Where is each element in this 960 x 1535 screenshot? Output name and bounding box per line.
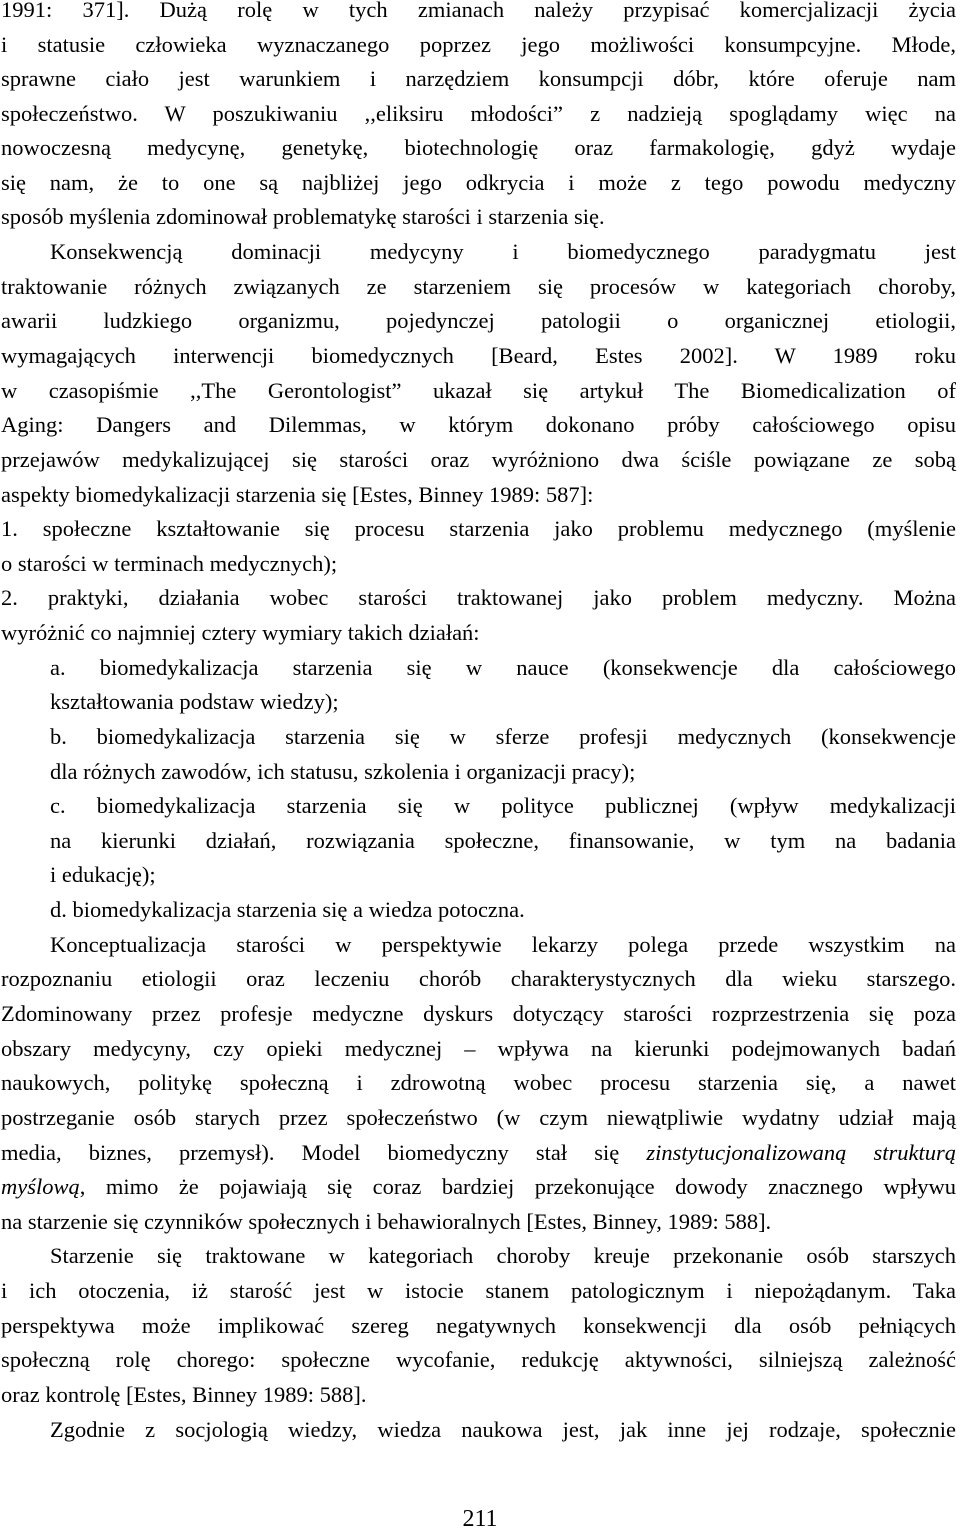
text-line: rozpoznaniu etiologii oraz leczeniu chorób charakterystycznych dla wieku starszego. — [1, 966, 956, 991]
text-line: perspektywa może implikować szereg negatywnych konsekwencji dla osób pełniących — [1, 1312, 956, 1338]
text-line: w czasopiśmie ,,The Gerontologist” ukazał się artykuł The Biomedicalization of — [1, 377, 956, 403]
text-line: i ich otoczenia, iż starość jest w istocie stanem patologicznym i niepożądanym. Taka — [1, 1278, 956, 1303]
sublist-item-c: c. biomedykalizacja starzenia się w polityce publicznej (wpływ medykalizacji — [50, 793, 956, 818]
text-line: postrzeganie osób starych przez społeczeństwo (w czym niewątpliwie wydatny udział mają — [1, 1105, 956, 1130]
sublist-item-b: b. biomedykalizacja starzenia się w sferze profesji medycznych (konsekwencje — [50, 724, 956, 749]
sublist-item-c-continued: i edukację); — [50, 862, 156, 887]
text-line: awarii ludzkiego organizmu, pojedynczej patologii o organicznej etiologii, — [1, 308, 956, 333]
text-line: Starzenie się traktowane w kategoriach choroby kreuje przekonanie osób starszych — [50, 1243, 956, 1268]
sublist-item-c-continued: na kierunki działań, rozwiązania społeczne, finansowanie, w tym na badania — [50, 827, 956, 853]
italic-phrase: myślową — [1, 1174, 80, 1199]
text-line — [1, 1170, 956, 1205]
text-line: 1991: 371]. Dużą rolę w tych zmianach należy przypisać komercjalizacji życia — [1, 0, 956, 22]
text-line: przejawów medykalizującej się starości oraz wyróżniono dwa ściśle powiązane ze sobą — [1, 447, 956, 472]
text-line: Konsekwencją dominacji medycyny i biomedycznego paradygmatu jest — [50, 239, 956, 264]
text-line: i statusie człowieka wyznaczanego poprzez jego możliwości konsumpcyjne. Młode, — [1, 31, 956, 57]
list-item-1: 1. społeczne kształtowanie się procesu starzenia jako problemu medycznego (myślenie — [1, 516, 956, 541]
text-line: Konceptualizacja starości w perspektywie lekarzy polega przede wszystkim na — [50, 931, 956, 957]
sublist-item-d: d. biomedykalizacja starzenia się a wiedza potoczna. — [50, 897, 525, 922]
text-line — [1, 1136, 956, 1171]
page-number: 211 — [462, 1506, 498, 1532]
text-line: obszary medycyny, czy opieki medycznej – wpływa na kierunki podejmowanych badań — [1, 1035, 956, 1061]
text-run: media, biznes, przemysł). Model biomedyczny stał się — [1, 1139, 620, 1165]
text-line: społeczną rolę chorego: społeczne wycofanie, redukcję aktywności, silniejszą zależność — [1, 1347, 956, 1372]
text-line: Aging: Dangers and Dilemmas, w którym dokonano próby całościowego opisu — [1, 412, 956, 437]
list-item-2-continued: wyróżnić co najmniej cztery wymiary takich działań: — [1, 620, 480, 645]
sublist-item-a: a. biomedykalizacja starzenia się w nauce (konsekwencje dla całościowego — [50, 654, 956, 680]
text-line: społeczeństwo. W poszukiwaniu ,,eliksiru młodości” z nadzieją spoglądamy więc na — [1, 100, 956, 126]
text-line: oraz kontrolę [Estes, Binney 1989: 588]. — [1, 1382, 367, 1407]
text-line: traktowanie różnych związanych ze starzeniem się procesów w kategoriach choroby, — [1, 273, 956, 299]
text-line: na starzenie się czynników społecznych i behawioralnych [Estes, Binney, 1989: 588]. — [1, 1208, 772, 1234]
sublist-item-a-continued: kształtowania podstaw wiedzy); — [50, 689, 339, 714]
text-line: wymagających interwencji biomedycznych [Beard, Estes 2002]. W 1989 roku — [1, 343, 956, 368]
text-line: sposób myślenia zdominował problematykę starości i starzenia się. — [1, 204, 605, 229]
italic-phrase: zinstytucjonalizowaną strukturą — [646, 1139, 956, 1165]
text-line: się nam, że to one są najbliżej jego odkrycia i może z tego powodu medyczny — [1, 170, 956, 195]
text-line: Zgodnie z socjologią wiedzy, wiedza naukowa jest, jak inne jej rodzaje, społecznie — [50, 1416, 956, 1442]
text-line: nowoczesną medycynę, genetykę, biotechnologię oraz farmakologię, gdyż wydaje — [1, 135, 956, 160]
list-item-1-continued: o starości w terminach medycznych); — [1, 550, 338, 576]
list-item-2: 2. praktyki, działania wobec starości traktowanej jako problem medyczny. Można — [1, 585, 956, 610]
text-run: , mimo że pojawiają się coraz bardziej przekonujące dowody znacznego wpływu — [79, 1174, 956, 1199]
sublist-item-b-continued: dla różnych zawodów, ich statusu, szkolenia i organizacji pracy); — [50, 758, 636, 784]
text-line: sprawne ciało jest warunkiem i narzędziem konsumpcji dóbr, które oferuje nam — [1, 66, 956, 91]
text-line: Zdominowany przez profesje medyczne dyskurs dotyczący starości rozprzestrzenia się poza — [1, 1001, 956, 1026]
text-line: naukowych, politykę społeczną i zdrowotną wobec procesu starzenia się, a nawet — [1, 1070, 956, 1095]
text-line: aspekty biomedykalizacji starzenia się [Estes, Binney 1989: 587]: — [1, 481, 594, 507]
